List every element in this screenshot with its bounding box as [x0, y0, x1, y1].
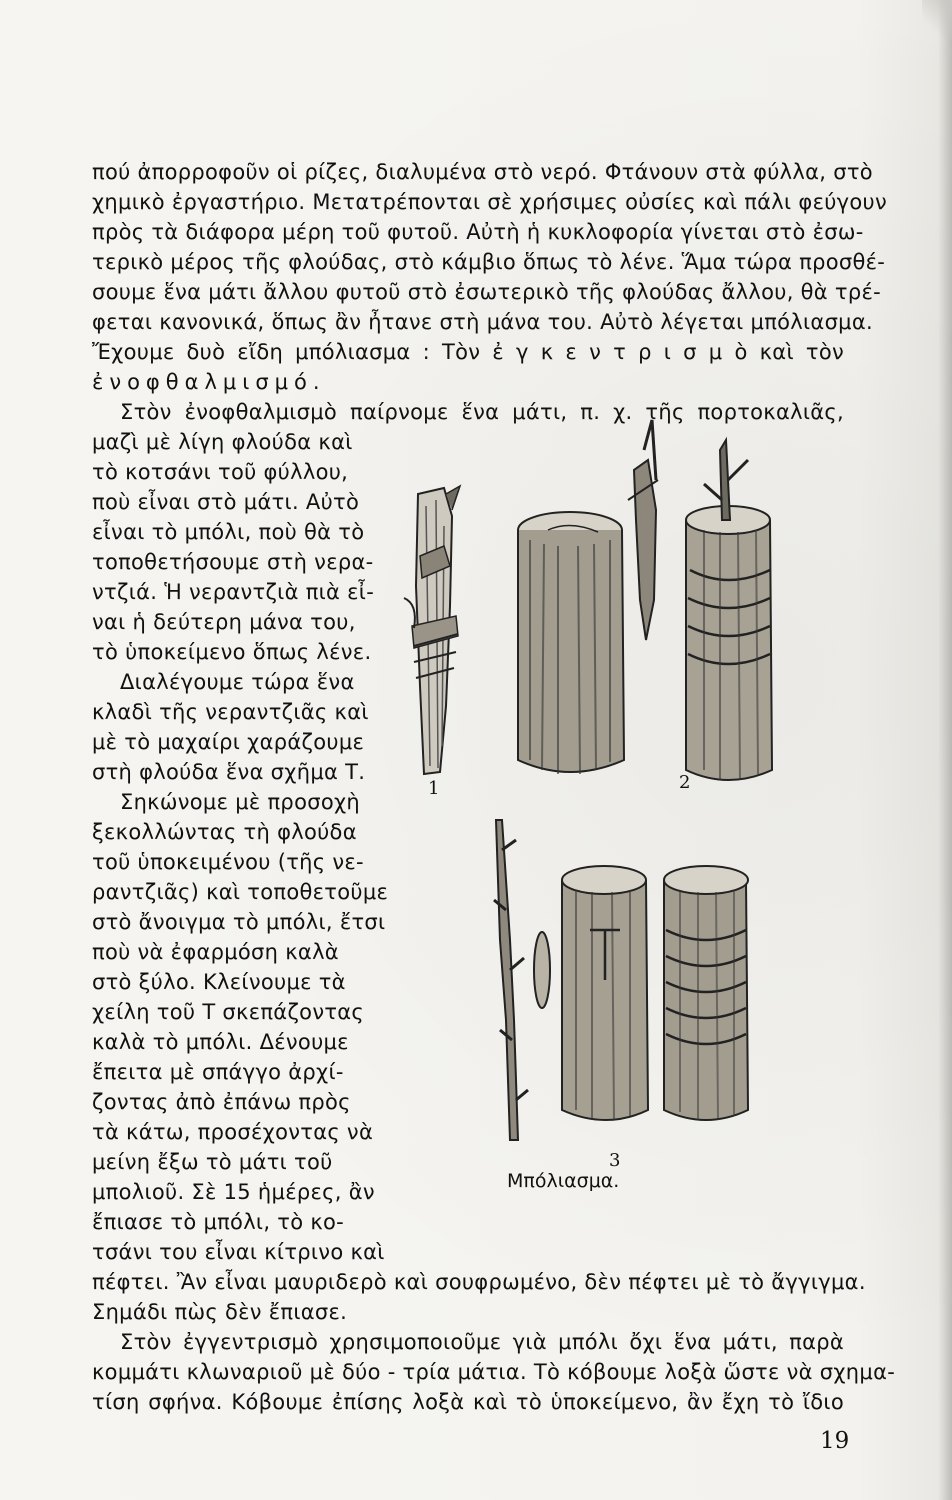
figure-label-3: 3 — [609, 1150, 621, 1171]
column-line-2: τὸ κοτσάνι τοῦ φύλλου, — [92, 460, 349, 484]
column-line-26: μπολιοῦ. Σὲ 15 ἡμέρες, ἂν — [92, 1180, 375, 1204]
column-line-17: στὸ ἄνοιγμα τὸ μπόλι, ἔτσι — [92, 910, 386, 934]
column-line-24: τὰ κάτω, προσέχοντας νὰ — [92, 1120, 374, 1144]
figure-caption: Μπόλιασμα. — [507, 1170, 620, 1192]
column-line-5: τοποθετήσουμε στὴ νερα- — [92, 550, 374, 574]
bottom-line-5: τίση σφήνα. Κόβουμε ἐπίσης λοξὰ καὶ τὸ ὑποκείμενο, ἂν ἔχη τὸ ἴδιο — [92, 1390, 844, 1414]
bottom-line-1: πέφτει. Ἂν εἶναι μαυριδερὸ καὶ σουφρωμένο, δὲν πέφτει μὲ τὸ ἄγγιγμα. — [92, 1270, 866, 1294]
page-number: 19 — [820, 1428, 850, 1454]
text-line-7: Ἔχουμε δυὸ εἴδη μπόλιασμα : Τὸν ἐ γ κ ε ν τ ρ ι σ μ ὸ καὶ τὸν — [92, 340, 844, 364]
text-line-5: σουμε ἕνα μάτι ἄλλου φυτοῦ στὸ ἐσωτερικὸ τῆς φλούδας ἄλλου, θὰ τρέ- — [92, 280, 882, 304]
column-line-14: ξεκολλώντας τὴ φλούδα — [92, 820, 357, 844]
column-line-6: ντζιά. Ἡ νεραντζιὰ πιὰ εἶ- — [92, 580, 375, 604]
column-line-25: μείνη ἔξω τὸ μάτι τοῦ — [92, 1150, 333, 1174]
column-line-15: τοῦ ὑποκειμένου (τῆς νε- — [92, 850, 364, 874]
column-line-21: καλὰ τὸ μπόλι. Δένουμε — [92, 1030, 349, 1054]
column-line-4: εἶναι τὸ μπόλι, ποὺ θὰ τὸ — [92, 520, 365, 544]
text-line-2: χημικὸ ἐργαστήριο. Μετατρέπονται σὲ χρήσιμες οὐσίες καὶ πάλι φεύγουν — [92, 190, 888, 214]
figure-1-bud-stick — [400, 486, 480, 776]
page-edge-shadow — [938, 0, 952, 1500]
column-line-13: Σηκώνομε μὲ προσοχὴ — [120, 790, 361, 814]
text-line-6: φεται κανονικά, ὅπως ἂν ἦτανε στὴ μάνα του. Αὐτὸ λέγεται μπόλιασμα. — [92, 310, 873, 334]
column-line-3: ποὺ εἶναι στὸ μάτι. Αὐτὸ — [92, 490, 360, 514]
bottom-line-4: κομμάτι κλωναριοῦ μὲ δύο - τρία μάτια. Τὸ κόβουμε λοξὰ ὥστε νὰ σχημα- — [92, 1360, 896, 1384]
column-line-18: ποὺ νὰ ἐφαρμόση καλὰ — [92, 940, 339, 964]
text-line-3: πρὸς τὰ διάφορα μέρη τοῦ φυτοῦ. Αὐτὴ ἡ κυκλοφορία γίνεται στὸ ἐσω- — [92, 220, 864, 244]
column-line-1: μαζὶ μὲ λίγη φλούδα καὶ — [92, 430, 353, 454]
column-line-16: ραντζιᾶς) καὶ τοποθετοῦμε — [92, 880, 389, 904]
bottom-line-2: Σημάδι πὼς δὲν ἔπιασε. — [92, 1300, 348, 1324]
column-line-22: ἔπειτα μὲ σπάγγο ἀρχί- — [92, 1060, 344, 1084]
figure-2-rootstock — [508, 440, 798, 790]
page-corner — [922, 0, 952, 40]
figure-label-1: 1 — [428, 778, 440, 799]
column-line-12: στὴ φλούδα ἕνα σχῆμα Τ. — [92, 760, 366, 784]
column-line-23: ζοντας ἀπὸ ἐπάνω πρὸς — [92, 1090, 351, 1114]
column-line-10: κλαδὶ τῆς νεραντζιᾶς καὶ — [92, 700, 369, 724]
column-line-19: στὸ ξύλο. Κλείνουμε τὰ — [92, 970, 346, 994]
column-line-8: τὸ ὑποκείμενο ὅπως λένε. — [92, 640, 372, 664]
column-line-28: τσάνι του εἶναι κίτρινο καὶ — [92, 1240, 385, 1264]
column-line-20: χείλη τοῦ Τ σκεπάζοντας — [92, 1000, 365, 1024]
text-line-9: Στὸν ἐνοφθαλμισμὸ παίρνομε ἕνα μάτι, π. χ. τῆς πορτοκαλιᾶς, — [120, 400, 844, 424]
text-line-1: πού ἀπορροφοῦν οἱ ρίζες, διαλυμένα στὸ νερό. Φτάνουν στὰ φύλλα, στὸ — [92, 160, 873, 184]
column-line-7: ναι ἡ δεύτερη μάνα του, — [92, 610, 356, 634]
text-line-4: τερικὸ μέρος τῆς φλούδας, στὸ κάμβιο ὅπως τὸ λένε. Ἅμα τώρα προσθέ- — [92, 250, 886, 274]
figure-label-2: 2 — [679, 772, 691, 793]
bottom-line-3: Στὸν ἐγγεντρισμὸ χρησιμοποιοῦμε γιὰ μπόλι ὄχι ἕνα μάτι, παρὰ — [120, 1330, 844, 1354]
column-line-11: μὲ τὸ μαχαίρι χαράζουμε — [92, 730, 365, 754]
text-line-8: ἐνοφθαλμισμό. — [92, 370, 326, 394]
column-line-9: Διαλέγουμε τώρα ἕνα — [120, 670, 355, 694]
column-line-27: ἔπιασε τὸ μπόλι, τὸ κο- — [92, 1210, 345, 1234]
figure-3-shield-budding — [480, 820, 780, 1150]
